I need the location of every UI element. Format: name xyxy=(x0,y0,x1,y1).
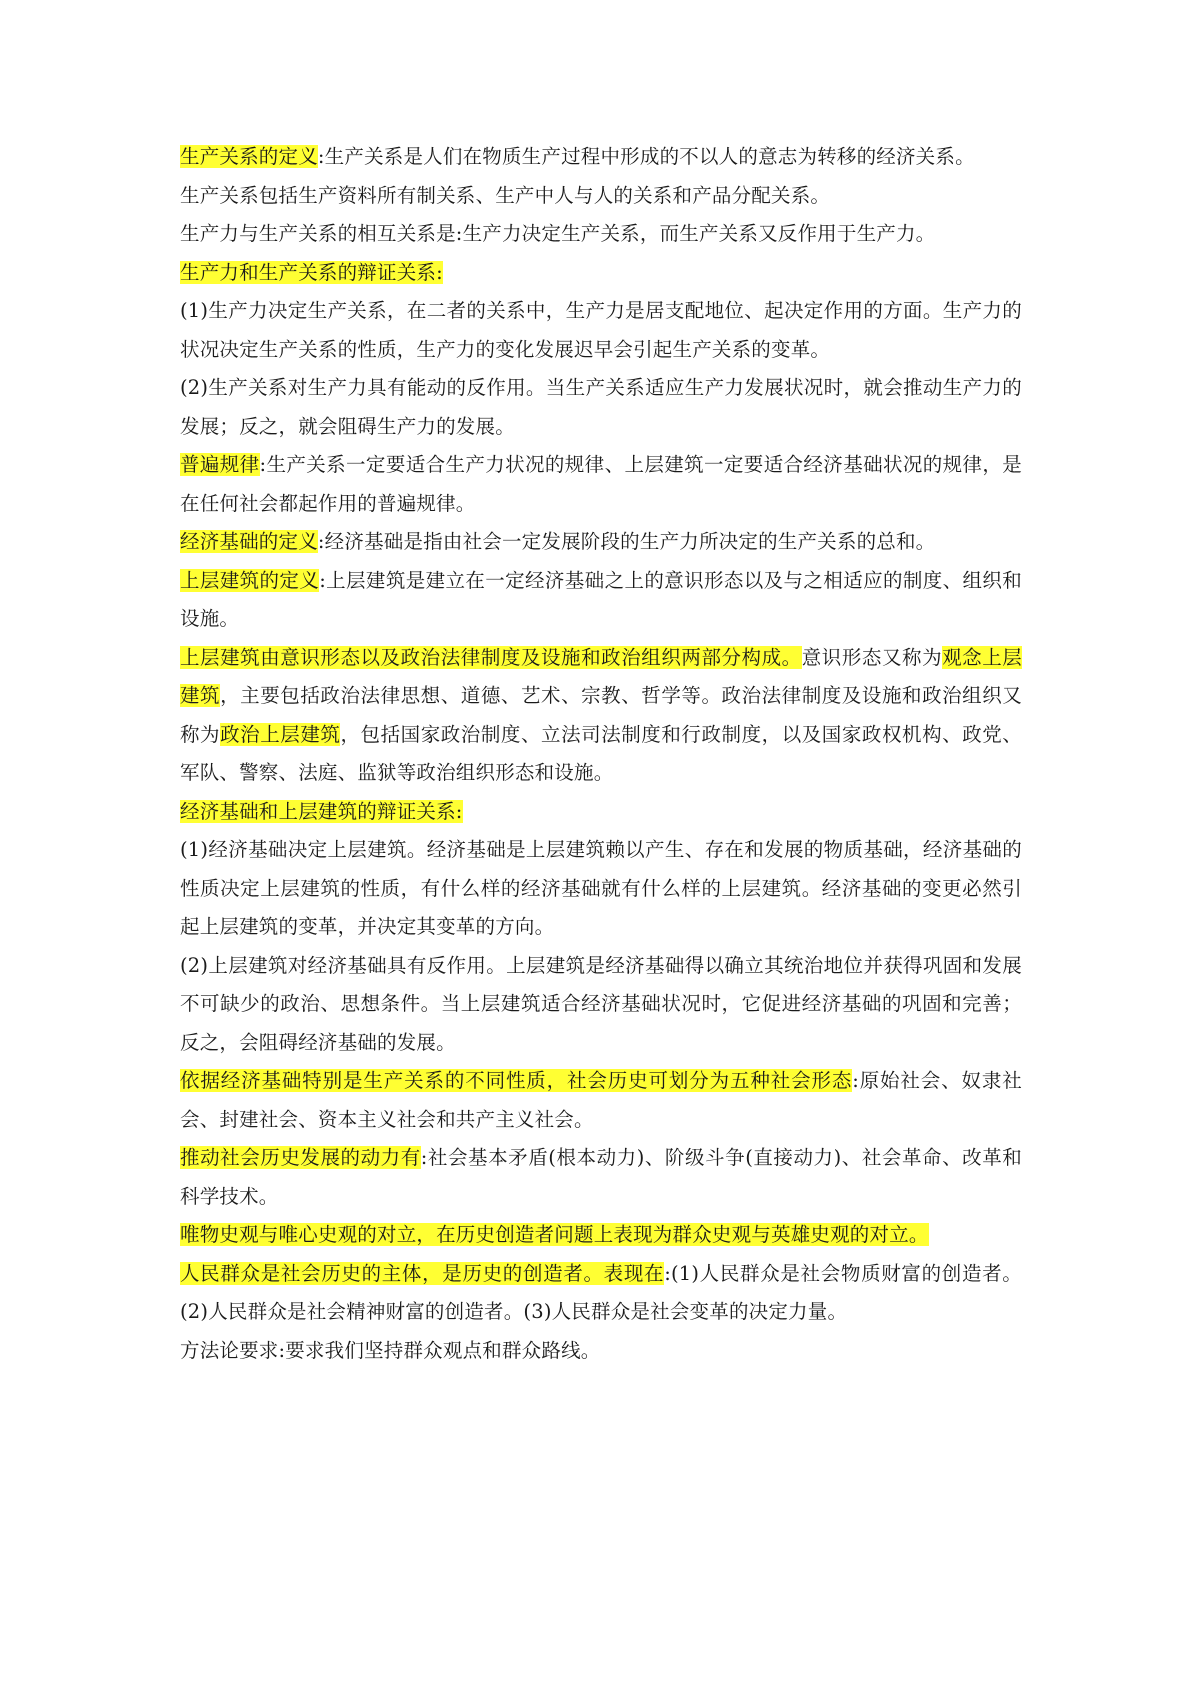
highlighted-text: 经济基础的定义 xyxy=(180,530,318,553)
body-text: :(1)人民群众是社会物质财富的创造者。(2)人民群众是社会精神财富的创造者。(3)人民群众是社会变革的决定力量。 xyxy=(180,1261,1022,1323)
paragraph xyxy=(180,369,1022,446)
highlighted-text: 经济基础和上层建筑的辩证关系: xyxy=(180,799,463,823)
body-text: 意识形态又称为 xyxy=(801,645,943,669)
body-text: :上层建筑是建立在一定经济基础之上的意识形态以及与之相适应的制度、组织和设施。 xyxy=(180,568,1022,630)
paragraph xyxy=(180,254,1022,293)
highlighted-text: 政治上层建筑 xyxy=(220,722,341,746)
paragraph xyxy=(180,177,1022,216)
paragraph xyxy=(180,1332,1022,1371)
body-text: :经济基础是指由社会一定发展阶段的生产力所决定的生产关系的总和。 xyxy=(317,530,936,553)
paragraph xyxy=(180,523,1022,562)
body-text: ，主要包括政治法律思想、道德、艺术、宗教、哲学等。政治法律制度及设施和政治组织又称为 xyxy=(180,684,1022,746)
highlighted-text: 推动社会历史发展的动力有 xyxy=(180,1146,421,1169)
body-text: :原始社会、奴隶社会、封建社会、资本主义社会和共产主义社会。 xyxy=(180,1069,1022,1131)
body-text: ，包括国家政治制度、立法司法制度和行政制度，以及国家政权机构、政党、军队、警察、法庭、监狱等政治组织形态和设施。 xyxy=(180,722,1023,784)
paragraph xyxy=(180,793,1022,832)
body-text: :社会基本矛盾(根本动力)、阶级斗争(直接动力)、社会革命、改革和科学技术。 xyxy=(180,1146,1022,1208)
body-text: 生产力与生产关系的相互关系是:生产力决定生产关系，而生产关系又反作用于生产力。 xyxy=(180,222,936,245)
highlighted-text: 上层建筑由意识形态以及政治法律制度及设施和政治组织两部分构成。 xyxy=(180,645,802,669)
paragraph xyxy=(180,1255,1022,1332)
highlighted-text: 依据经济基础特别是生产关系的不同性质，社会历史可划分为五种社会形态 xyxy=(180,1069,853,1092)
paragraph xyxy=(180,947,1022,1063)
paragraph xyxy=(180,831,1022,947)
paragraph xyxy=(180,1062,1022,1139)
paragraph xyxy=(180,215,1022,254)
body-text: (2)生产关系对生产力具有能动的反作用。当生产关系适应生产力发展状况时，就会推动生产力的发展；反之，就会阻碍生产力的发展。 xyxy=(180,376,1022,438)
paragraph xyxy=(180,1139,1022,1216)
body-text: :生产关系一定要适合生产力状况的规律、上层建筑一定要适合经济基础状况的规律，是在任何社会都起作用的普遍规律。 xyxy=(180,453,1022,515)
body-text: (1)生产力决定生产关系，在二者的关系中，生产力是居支配地位、起决定作用的方面。生产力的状况决定生产关系的性质，生产力的变化发展迟早会引起生产关系的变革。 xyxy=(180,299,1022,361)
highlighted-text: 唯物史观与唯心史观的对立，在历史创造者问题上表现为群众史观与英雄史观的对立。 xyxy=(180,1223,929,1246)
paragraph xyxy=(180,446,1022,523)
paragraph xyxy=(180,562,1022,639)
paragraph xyxy=(180,639,1022,793)
body-text: 方法论要求:要求我们坚持群众观点和群众路线。 xyxy=(180,1338,601,1362)
document-body xyxy=(180,138,1022,1370)
body-text: 生产关系包括生产资料所有制关系、生产中人与人的关系和产品分配关系。 xyxy=(180,183,831,207)
highlighted-text: 生产关系的定义 xyxy=(180,145,318,168)
highlighted-text: 观念上层建筑 xyxy=(180,645,1022,707)
highlighted-text: 生产力和生产关系的辩证关系: xyxy=(180,260,443,284)
highlighted-text: 普遍规律 xyxy=(180,453,260,476)
paragraph xyxy=(180,1216,1022,1255)
body-text: :生产关系是人们在物质生产过程中形成的不以人的意志为转移的经济关系。 xyxy=(317,145,975,168)
highlighted-text: 上层建筑的定义 xyxy=(180,568,320,592)
body-text: (1)经济基础决定上层建筑。经济基础是上层建筑赖以产生、存在和发展的物质基础，经济基础的性质决定上层建筑的性质，有什么样的经济基础就有什么样的上层建筑。经济基础的变更必然引起上层建筑的变革，并决定其变革的方向。 xyxy=(180,838,1022,938)
highlighted-text: 人民群众是社会历史的主体，是历史的创造者。表现在 xyxy=(180,1261,665,1285)
paragraph xyxy=(180,292,1022,369)
body-text: (2)上层建筑对经济基础具有反作用。上层建筑是经济基础得以确立其统治地位并获得巩固和发展不可缺少的政治、思想条件。当上层建筑适合经济基础状况时，它促进经济基础的巩固和完善；反之，会阻碍经济基础的发展。 xyxy=(180,953,1022,1054)
paragraph xyxy=(180,138,1022,177)
